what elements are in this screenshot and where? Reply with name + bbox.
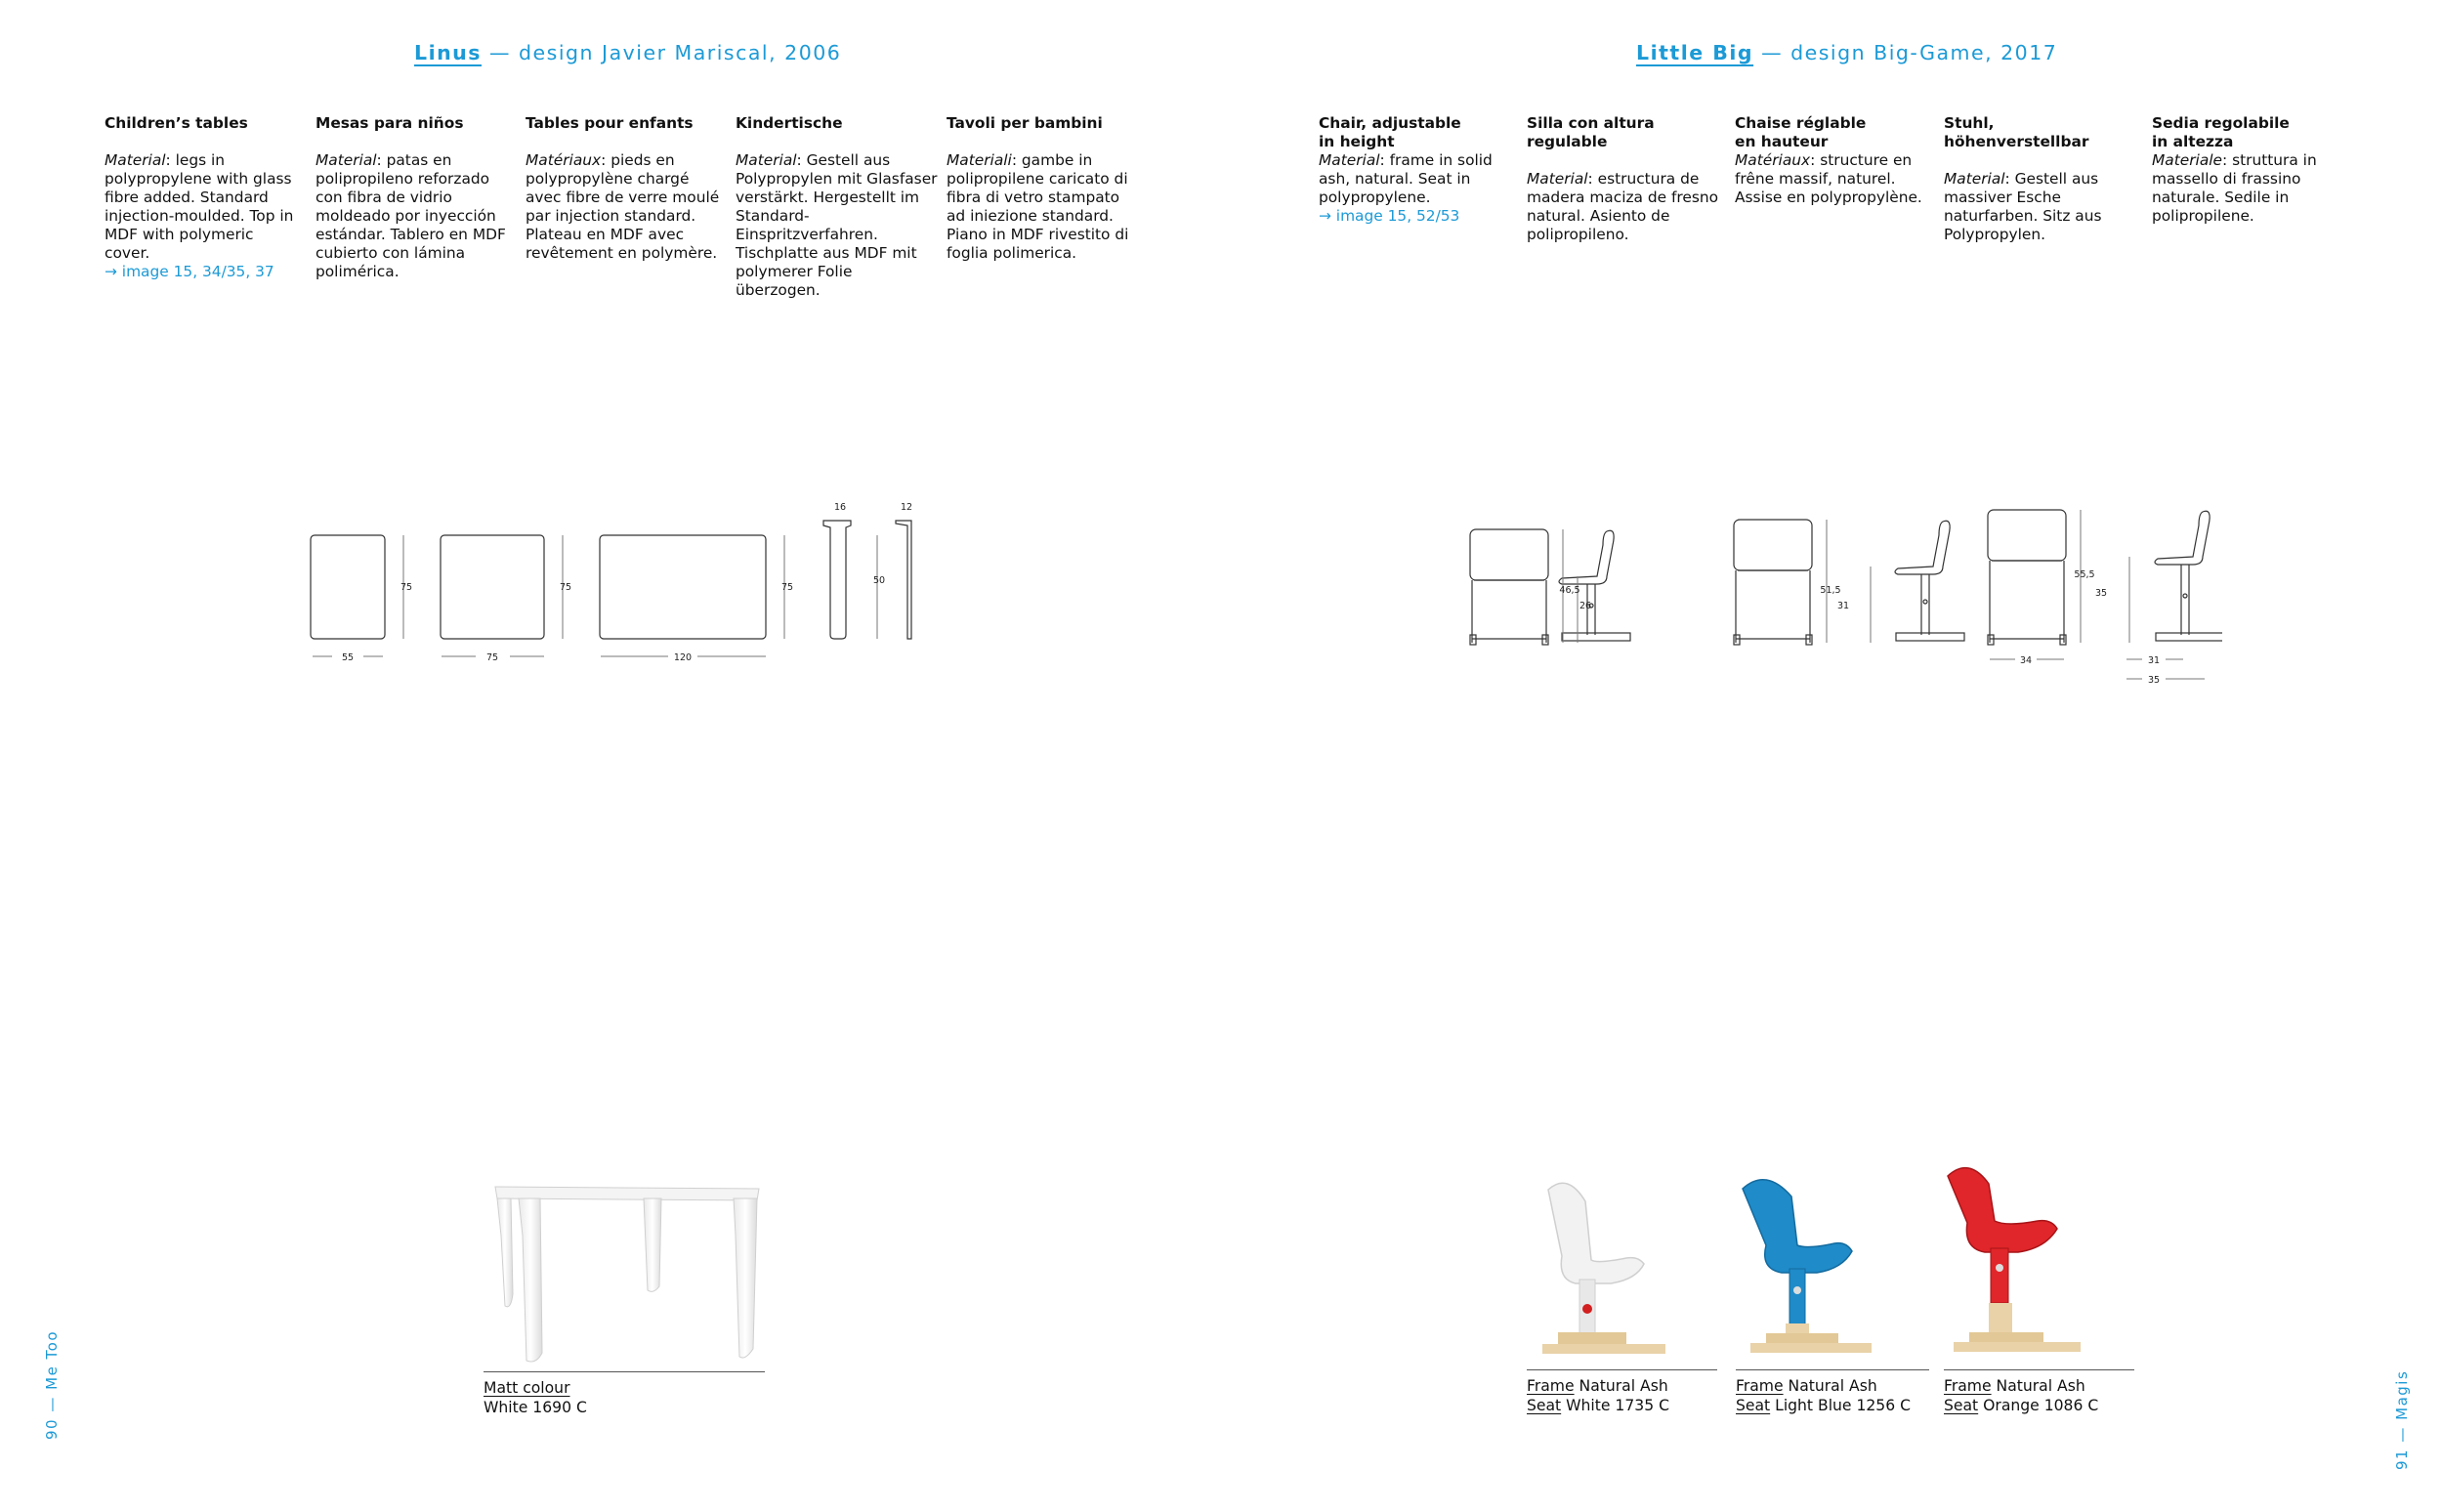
page-folio-right: 91 — Magis — [2393, 1369, 2411, 1470]
image-ref-link[interactable]: → image 15, 52/53 — [1319, 207, 1460, 225]
col-text: Materiali: gambe in polipropilene caricato di fibra di vetro stampato ad iniezione standard. Piano in MDF rivestito di foglia polimerica. — [947, 151, 1129, 262]
col-heading: Mesas para niños — [316, 114, 464, 132]
chair-large-front-outline — [1988, 510, 2066, 645]
little-big-title — [1636, 41, 2057, 64]
chair-medium-front-outline — [1734, 520, 1812, 645]
linus-title-designer: — design Javier Mariscal, 2006 — [481, 41, 842, 64]
dim-label: 75 — [559, 582, 572, 593]
little-big-title-designer: — design Big-Game, 2017 — [1753, 41, 2058, 64]
page-folio-left: 90 — Me Too — [43, 1329, 61, 1440]
table-55-outline — [311, 535, 385, 639]
col-text: Material: Gestell aus massiver Esche naturfarben. Sitz aus Polypropylen. — [1944, 170, 2102, 243]
col-text: Material: patas en polipropileno reforzado con fibra de vidrio moldeado por inyección estándar. Tablero en MDF cubierto con lámina polimérica. — [316, 151, 506, 280]
dim-label: 75 — [780, 582, 794, 593]
linus-col-it — [947, 114, 1142, 263]
linus-title — [414, 41, 841, 64]
linus-color-caption — [484, 1371, 765, 1417]
col-text: Matériaux: pieds en polypropylène chargé avec fibre de verre moulé par injection standard. Plateau en MDF avec revêtement en polymère. — [526, 151, 720, 262]
caption-label: Seat — [1736, 1397, 1771, 1414]
col-text: Materiale: struttura in massello di frassino naturale. Sedile in polipropilene. — [2152, 151, 2317, 225]
dim-label: 12 — [900, 502, 913, 513]
col-text: Material: Gestell aus Polypropylen mit Glasfaser verstärkt. Hergestellt im Standard-Einspritzverfahren. Tischplatte aus MDF mit polymerer Folie überzogen. — [736, 151, 938, 299]
image-ref-link[interactable]: → image 15, 34/35, 37 — [105, 263, 274, 280]
chair-small-front-outline — [1470, 529, 1548, 645]
caption-value: White 1690 C — [484, 1399, 587, 1416]
col-text: Material: estructura de madera maciza de fresno natural. Asiento de polipropileno. — [1527, 170, 1719, 243]
littlebig-col-en — [1319, 114, 1504, 226]
chair-caption-white: Frame Natural Ash Seat White 1735 C — [1527, 1369, 1717, 1415]
table-120-outline — [600, 535, 766, 639]
littlebig-technical-drawing — [1460, 498, 2222, 693]
littlebig-col-it — [2152, 114, 2347, 226]
dim-label: 31 — [1836, 601, 1850, 611]
littlebig-col-es — [1527, 114, 1727, 244]
dim-label: 35 — [2094, 588, 2108, 599]
col-heading: Tavoli per bambini — [947, 114, 1103, 132]
caption-label: Frame — [1736, 1377, 1784, 1395]
little-big-title-name: Little Big — [1636, 41, 1754, 64]
col-heading: Silla con altura regulable — [1527, 114, 1655, 150]
dim-label: 31 — [2147, 655, 2161, 666]
linus-col-es — [316, 114, 511, 281]
dim-label: 75 — [400, 582, 413, 593]
dim-label: 55 — [341, 652, 355, 663]
leg-front-outline — [823, 521, 851, 639]
caption-label: Frame — [1944, 1377, 1992, 1395]
chair-large-side-outline — [2155, 511, 2222, 641]
dim-label: 46,5 — [1559, 585, 1580, 596]
leg-side-outline — [896, 521, 911, 639]
col-heading: Kindertische — [736, 114, 843, 132]
littlebig-col-fr — [1735, 114, 1930, 207]
caption-label: Seat — [1527, 1397, 1562, 1414]
littlebig-col-de — [1944, 114, 2139, 244]
linus-col-en — [105, 114, 300, 281]
col-heading: Children’s tables — [105, 114, 248, 132]
dim-label: 51,5 — [1820, 585, 1841, 596]
col-text: Matériaux: structure en frêne massif, naturel. Assise en polypropylène. — [1735, 151, 1922, 206]
linus-technical-drawing — [293, 488, 957, 674]
col-text: Material: legs in polypropylene with glass fibre added. Standard injection-moulded. Top in MDF with polymeric cover. — [105, 151, 294, 262]
col-heading: Chaise réglable en hauteur — [1735, 114, 1867, 150]
dim-label: 75 — [485, 652, 499, 663]
linus-table-photo — [484, 1177, 777, 1372]
chair-caption-blue: Frame Natural Ash Seat Light Blue 1256 C — [1736, 1369, 1929, 1415]
caption-label: Matt colour — [484, 1379, 570, 1397]
caption-label: Frame — [1527, 1377, 1575, 1395]
dim-label: 55,5 — [2074, 569, 2095, 580]
col-heading: Tables pour enfants — [526, 114, 694, 132]
col-text: Material: frame in solid ash, natural. Seat in polypropylene. — [1319, 151, 1493, 206]
chair-medium-side-outline — [1895, 521, 1964, 641]
col-heading: Stuhl, höhenverstellbar — [1944, 114, 2089, 150]
chair-photo-white — [1529, 1162, 1675, 1367]
linus-col-de — [736, 114, 941, 300]
dim-label: 16 — [833, 502, 847, 513]
chair-photo-blue — [1737, 1167, 1883, 1367]
col-heading: Sedia regolabile in altezza — [2152, 114, 2290, 150]
dim-label: 26 — [1579, 601, 1592, 611]
dim-label: 120 — [673, 652, 693, 663]
chair-caption-red: Frame Natural Ash Seat Orange 1086 C — [1944, 1369, 2134, 1415]
dim-label: 34 — [2019, 655, 2033, 666]
dim-label: 35 — [2147, 675, 2161, 686]
caption-label: Seat — [1944, 1397, 1979, 1414]
col-heading: Chair, adjustable in height — [1319, 114, 1461, 150]
chair-photo-red — [1944, 1160, 2090, 1367]
linus-col-fr — [526, 114, 721, 263]
linus-title-name: Linus — [414, 41, 482, 64]
dim-label: 50 — [872, 575, 886, 586]
table-75-outline — [441, 535, 544, 639]
